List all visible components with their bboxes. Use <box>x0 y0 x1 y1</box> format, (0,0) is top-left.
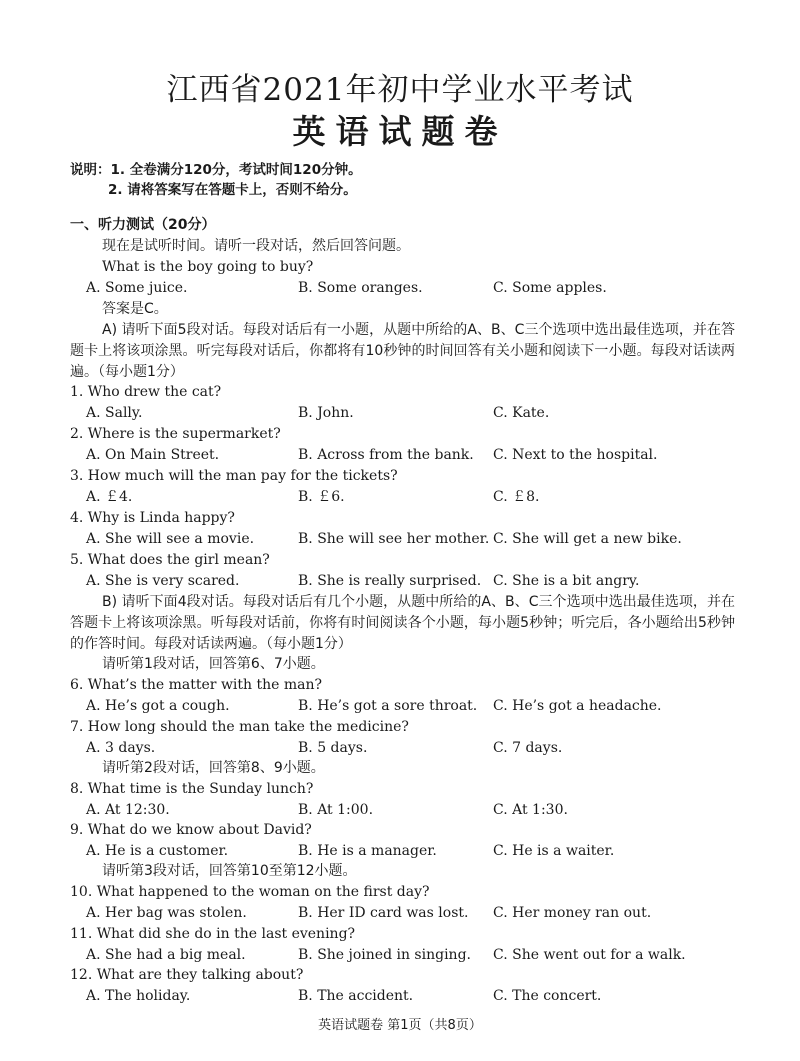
option-c: C. She is a bit angry. <box>493 573 640 589</box>
option-b: B. She joined in singing. <box>298 947 471 963</box>
option-a: A. Some juice. <box>86 280 188 296</box>
option-b: B. He is a manager. <box>298 843 437 859</box>
option-c: C. Kate. <box>493 405 550 421</box>
question-12: 12. What are they talking about? <box>70 967 304 983</box>
option-a: A. He is a customer. <box>86 843 229 859</box>
option-a: A. She will see a movie. <box>86 531 255 547</box>
instruction-2: 2. 请将答案写在答题卡上，否则不给分。 <box>108 182 357 198</box>
option-b: B. Her ID card was lost. <box>298 905 469 921</box>
dialogue-note-1: 请听第1段对话，回答第6、7小题。 <box>102 656 325 672</box>
option-c: C. She went out for a walk. <box>493 947 686 963</box>
option-c: C. Next to the hospital. <box>493 447 658 463</box>
section-heading: 一、听力测试（20分） <box>70 217 216 233</box>
option-a: A. The holiday. <box>86 988 191 1004</box>
question-10: 10. What happened to the woman on the first day? <box>70 884 430 900</box>
option-b: B. John. <box>298 405 354 421</box>
option-b: B. At 1:00. <box>298 802 374 818</box>
option-a: A. 3 days. <box>86 740 156 756</box>
option-c: C. 7 days. <box>493 740 563 756</box>
option-a: A. Sally. <box>86 405 143 421</box>
question-3: 3. How much will the man pay for the tickets? <box>70 468 398 484</box>
option-a: A. She is very scared. <box>86 573 240 589</box>
part-a-instructions: A) 请听下面5段对话。每段对话后有一小题，从题中所给的A、B、C三个选项中选出最佳选项，并在答题卡上将该项涂黑。听完每段对话后，你都将有10秒钟的时间回答有关小题和阅读下一小题。每段对话读两遍。（每小题1分） <box>70 322 735 380</box>
question-8: 8. What time is the Sunday lunch? <box>70 781 314 797</box>
option-b: B. The accident. <box>298 988 414 1004</box>
question-4: 4. Why is Linda happy? <box>70 510 235 526</box>
option-c: C. She will get a new bike. <box>493 531 682 547</box>
option-b: B. Some oranges. <box>298 280 423 296</box>
page-footer: 英语试题卷 第1页（共8页） <box>318 1018 482 1033</box>
example-question: What is the boy going to buy? <box>102 259 314 275</box>
option-a: A. She had a big meal. <box>86 947 246 963</box>
option-a: A. On Main Street. <box>86 447 220 463</box>
instruction-1: 说明：1. 全卷满分120分，考试时间120分钟。 <box>70 162 362 178</box>
option-c: C. He is a waiter. <box>493 843 615 859</box>
dialogue-note-3: 请听第3段对话，回答第10至第12小题。 <box>102 863 357 879</box>
option-a: A. Her bag was stolen. <box>86 905 247 921</box>
option-c: C. At 1:30. <box>493 802 568 818</box>
option-b: B. 5 days. <box>298 740 368 756</box>
option-a: A. He’s got a cough. <box>86 698 230 714</box>
option-b: B. He’s got a sore throat. <box>298 698 478 714</box>
question-1: 1. Who drew the cat? <box>70 384 222 400</box>
option-c: C. ￡8. <box>493 489 540 505</box>
question-6: 6. What’s the matter with the man? <box>70 677 323 693</box>
question-11: 11. What did she do in the last evening? <box>70 926 356 942</box>
part-b-instructions: B) 请听下面4段对话。每段对话后有几个小题，从题中所给的A、B、C三个选项中选出最佳选项，并在答题卡上将该项涂黑。听每段对话前，你将有时间阅读各个小题，每小题5秒钟；听完后，各小题给出5秒钟的作答时间。每段对话读两遍。（每小题1分） <box>70 594 735 652</box>
question-9: 9. What do we know about David? <box>70 822 312 838</box>
option-b: B. ￡6. <box>298 489 345 505</box>
option-a: A. At 12:30. <box>86 802 170 818</box>
option-a: A. ￡4. <box>86 489 133 505</box>
question-5: 5. What does the girl mean? <box>70 552 270 568</box>
question-2: 2. Where is the supermarket? <box>70 426 281 442</box>
dialogue-note-2: 请听第2段对话，回答第8、9小题。 <box>102 760 325 776</box>
option-b: B. She is really surprised. <box>298 573 482 589</box>
option-b: B. Across from the bank. <box>298 447 474 463</box>
question-7: 7. How long should the man take the medicine? <box>70 719 409 735</box>
exam-title: 江西省2021年初中学业水平考试 <box>166 72 634 108</box>
option-c: C. Her money ran out. <box>493 905 652 921</box>
option-c: C. He’s got a headache. <box>493 698 662 714</box>
option-b: B. She will see her mother. <box>298 531 490 547</box>
example-answer: 答案是C。 <box>102 301 168 317</box>
option-c: C. Some apples. <box>493 280 607 296</box>
trial-intro: 现在是试听时间。请听一段对话，然后回答问题。 <box>102 238 410 254</box>
option-c: C. The concert. <box>493 988 602 1004</box>
exam-subtitle: 英语试题卷 <box>292 112 508 151</box>
